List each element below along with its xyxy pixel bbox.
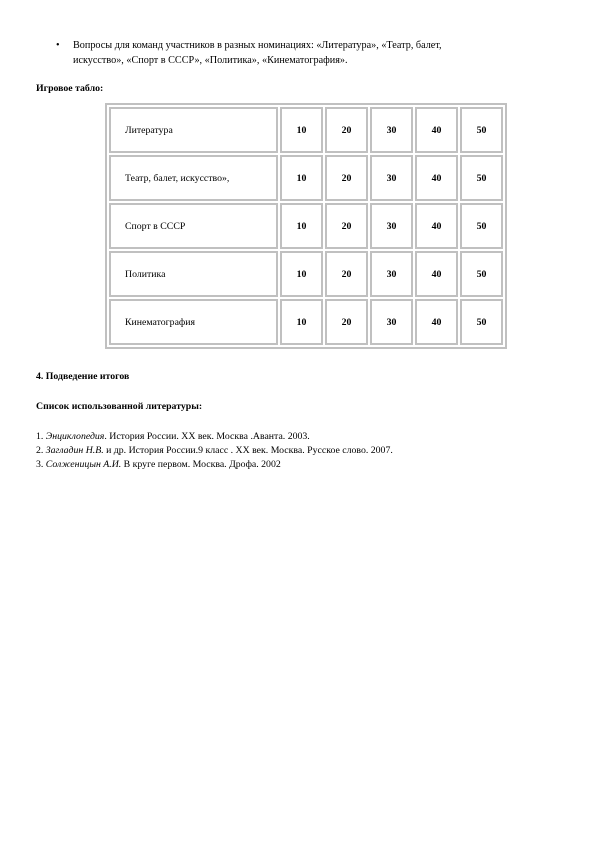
- references-heading: Список использованной литературы:: [36, 401, 203, 412]
- points-cell[interactable]: 30: [370, 251, 413, 297]
- category-cell: Политика: [109, 251, 278, 297]
- points-cell[interactable]: 40: [415, 107, 458, 153]
- board-heading: Игровое табло:: [36, 83, 104, 94]
- reference-number: 3.: [36, 459, 46, 470]
- reference-number: 2.: [36, 445, 46, 456]
- points-cell[interactable]: 40: [415, 155, 458, 201]
- points-cell[interactable]: 20: [325, 251, 368, 297]
- points-cell[interactable]: 50: [460, 203, 503, 249]
- points-cell[interactable]: 50: [460, 251, 503, 297]
- points-cell[interactable]: 30: [370, 155, 413, 201]
- board-row: [109, 299, 503, 345]
- points-cell[interactable]: 30: [370, 203, 413, 249]
- points-cell[interactable]: 10: [280, 203, 323, 249]
- bullet-text: [73, 38, 526, 68]
- category-cell: Спорт в СССР: [109, 203, 278, 249]
- points-cell[interactable]: 20: [325, 107, 368, 153]
- board-row: [109, 107, 503, 153]
- points-cell[interactable]: 50: [460, 107, 503, 153]
- reference-details: и др. История России.9 класс . XX век. Москва. Русское слово. 2007.: [103, 445, 393, 456]
- points-cell[interactable]: 20: [325, 203, 368, 249]
- points-cell[interactable]: 30: [370, 107, 413, 153]
- board-row: [109, 251, 503, 297]
- points-cell[interactable]: 30: [370, 299, 413, 345]
- points-cell[interactable]: 10: [280, 251, 323, 297]
- reference-author: Загладин Н.В.: [45, 445, 104, 456]
- game-board-table: [105, 103, 507, 349]
- bullet-marker: •: [56, 40, 60, 51]
- category-cell: Театр, балет, искусство»,: [109, 155, 278, 201]
- bullet-line-2: искусство», «Спорт в СССР», «Политика», «Кинематография».: [73, 55, 348, 66]
- board-row: [109, 203, 503, 249]
- section-heading-summary: 4. Подведение итогов: [36, 371, 130, 382]
- category-cell: Кинематография: [109, 299, 278, 345]
- reference-details: . История России. XX век. Москва .Аванта. 2003.: [104, 431, 310, 442]
- board-row: [109, 155, 503, 201]
- reference-item: [36, 430, 393, 444]
- reference-number: 1.: [36, 431, 46, 442]
- reference-author: Солженицын А.И.: [45, 459, 122, 470]
- points-cell[interactable]: 40: [415, 251, 458, 297]
- reference-item: [36, 444, 393, 458]
- points-cell[interactable]: 10: [280, 299, 323, 345]
- points-cell[interactable]: 50: [460, 155, 503, 201]
- reference-item: [36, 458, 393, 472]
- points-cell[interactable]: 10: [280, 155, 323, 201]
- reference-author: Энциклопедия: [45, 431, 105, 442]
- bullet-item: [56, 38, 526, 68]
- points-cell[interactable]: 10: [280, 107, 323, 153]
- bullet-line-1: Вопросы для команд участников в разных номинациях: «Литература», «Театр, балет,: [73, 40, 442, 51]
- references-list: [36, 430, 393, 472]
- points-cell[interactable]: 20: [325, 299, 368, 345]
- points-cell[interactable]: 40: [415, 299, 458, 345]
- points-cell[interactable]: 50: [460, 299, 503, 345]
- category-cell: Литература: [109, 107, 278, 153]
- reference-details: В круге первом. Москва. Дрофа. 2002: [121, 459, 281, 470]
- points-cell[interactable]: 20: [325, 155, 368, 201]
- points-cell[interactable]: 40: [415, 203, 458, 249]
